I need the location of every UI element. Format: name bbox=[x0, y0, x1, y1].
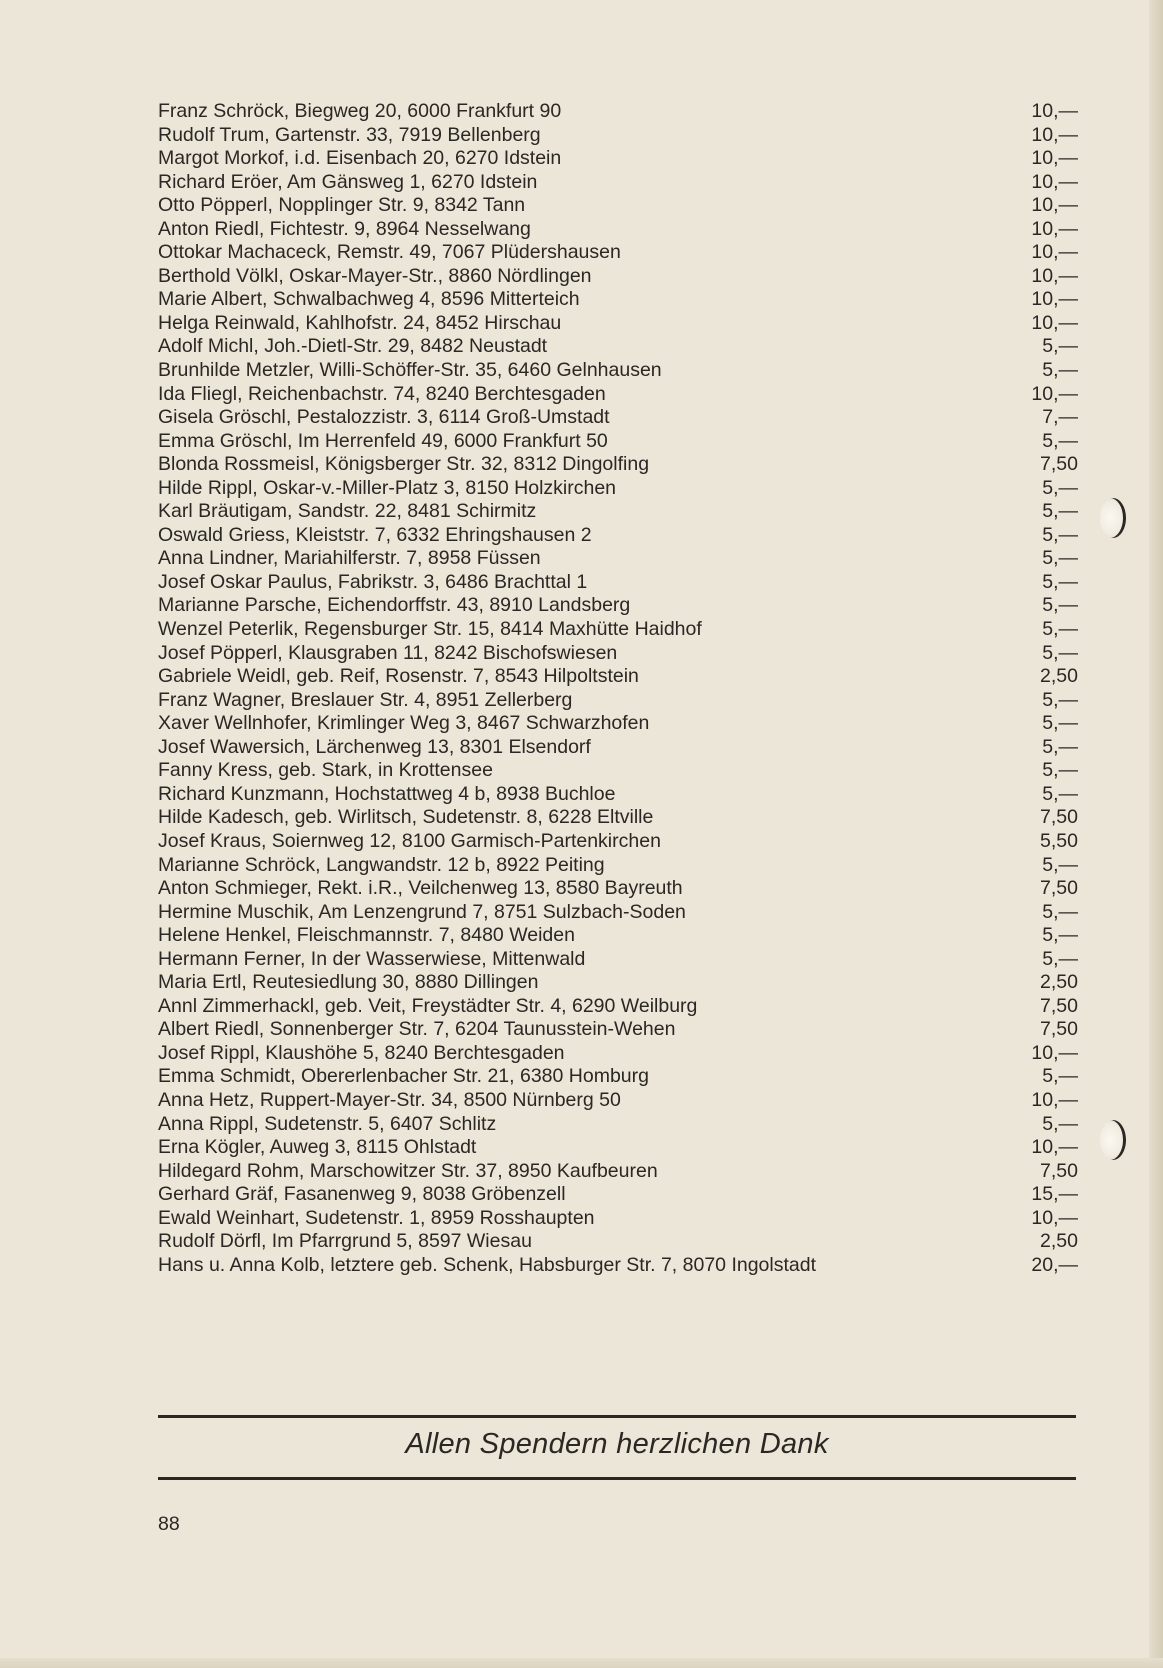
donor-name: Helene Henkel, Fleischmannstr. 7, 8480 Weiden bbox=[158, 924, 575, 947]
donor-amount: 10,— bbox=[1031, 288, 1078, 311]
donor-name: Josef Rippl, Klaushöhe 5, 8240 Berchtesgaden bbox=[158, 1041, 565, 1064]
donor-amount: 7,50 bbox=[1040, 806, 1078, 829]
donor-name: Ottokar Machaceck, Remstr. 49, 7067 Plüdershausen bbox=[158, 241, 621, 264]
punch-hole-lower bbox=[1100, 1120, 1126, 1160]
donor-name: Adolf Michl, Joh.-Dietl-Str. 29, 8482 Neustadt bbox=[158, 335, 548, 358]
donor-amount: 5,— bbox=[1042, 570, 1078, 593]
donor-amount: 5,— bbox=[1042, 947, 1078, 970]
donor-row bbox=[158, 1183, 1078, 1207]
page-edge bbox=[1149, 0, 1163, 1668]
donor-amount: 5,— bbox=[1042, 594, 1078, 617]
donor-amount: 2,50 bbox=[1040, 1230, 1078, 1253]
donor-row bbox=[158, 759, 1078, 783]
donor-amount: 5,— bbox=[1042, 924, 1078, 947]
donor-amount: 10,— bbox=[1031, 382, 1078, 405]
donor-amount: 5,— bbox=[1042, 900, 1078, 923]
donor-amount: 5,— bbox=[1042, 782, 1078, 805]
donor-name: Fanny Kress, geb. Stark, in Krottensee bbox=[158, 759, 493, 782]
donor-name: Hermann Ferner, In der Wasserwiese, Mittenwald bbox=[158, 947, 586, 970]
donor-amount: 5,— bbox=[1042, 618, 1078, 641]
donor-name: Ida Fliegl, Reichenbachstr. 74, 8240 Berchtesgaden bbox=[158, 382, 606, 405]
donor-row bbox=[158, 500, 1078, 524]
donor-amount: 5,50 bbox=[1040, 829, 1078, 852]
donor-row bbox=[158, 1136, 1078, 1160]
donor-amount: 15,— bbox=[1031, 1183, 1078, 1206]
donor-name: Wenzel Peterlik, Regensburger Str. 15, 8414 Maxhütte Haidhof bbox=[158, 618, 702, 641]
donor-name: Richard Kunzmann, Hochstattweg 4 b, 8938 Buchloe bbox=[158, 782, 616, 805]
donor-name: Anna Hetz, Ruppert-Mayer-Str. 34, 8500 Nürnberg 50 bbox=[158, 1088, 621, 1111]
donor-name: Franz Wagner, Breslauer Str. 4, 8951 Zellerberg bbox=[158, 688, 573, 711]
donor-row bbox=[158, 594, 1078, 618]
punch-hole-upper bbox=[1100, 498, 1126, 538]
donor-amount: 7,50 bbox=[1040, 877, 1078, 900]
donor-amount: 5,— bbox=[1042, 759, 1078, 782]
donor-name: Anton Riedl, Fichtestr. 9, 8964 Nesselwang bbox=[158, 217, 531, 240]
donor-row bbox=[158, 1207, 1078, 1231]
donor-row bbox=[158, 830, 1078, 854]
donor-name: Ewald Weinhart, Sudetenstr. 1, 8959 Rosshaupten bbox=[158, 1206, 595, 1229]
donor-amount: 5,— bbox=[1042, 476, 1078, 499]
donor-amount: 10,— bbox=[1031, 100, 1078, 122]
donor-name: Rudolf Dörfl, Im Pfarrgrund 5, 8597 Wiesau bbox=[158, 1230, 532, 1253]
donor-name: Oswald Griess, Kleiststr. 7, 6332 Ehringshausen 2 bbox=[158, 523, 592, 546]
donor-row bbox=[158, 1230, 1078, 1254]
donor-row bbox=[158, 1018, 1078, 1042]
donor-amount: 2,50 bbox=[1040, 665, 1078, 688]
donor-name: Hildegard Rohm, Marschowitzer Str. 37, 8950 Kaufbeuren bbox=[158, 1159, 658, 1182]
donor-row bbox=[158, 689, 1078, 713]
donor-name: Xaver Wellnhofer, Krimlinger Weg 3, 8467 Schwarzhofen bbox=[158, 712, 650, 735]
donor-row bbox=[158, 406, 1078, 430]
donor-amount: 10,— bbox=[1031, 170, 1078, 193]
donor-amount: 10,— bbox=[1031, 194, 1078, 217]
top-rule bbox=[158, 1415, 1076, 1418]
donor-row bbox=[158, 453, 1078, 477]
donor-row bbox=[158, 241, 1078, 265]
donor-amount: 10,— bbox=[1031, 1088, 1078, 1111]
donor-amount: 5,— bbox=[1042, 735, 1078, 758]
donor-row bbox=[158, 430, 1078, 454]
donor-amount: 10,— bbox=[1031, 123, 1078, 146]
donor-amount: 7,— bbox=[1042, 406, 1078, 429]
donor-name: Gisela Gröschl, Pestalozzistr. 3, 6114 Groß-Umstadt bbox=[158, 406, 610, 429]
donor-name: Emma Schmidt, Obererlenbacher Str. 21, 6380 Homburg bbox=[158, 1065, 649, 1088]
donor-name: Hermine Muschik, Am Lenzengrund 7, 8751 Sulzbach-Soden bbox=[158, 900, 686, 923]
donor-amount: 5,— bbox=[1042, 500, 1078, 523]
closing-thanks: Allen Spendern herzlichen Dank bbox=[405, 1428, 829, 1460]
donor-row bbox=[158, 1042, 1078, 1066]
donor-row bbox=[158, 335, 1078, 359]
donor-row bbox=[158, 359, 1078, 383]
donor-row bbox=[158, 100, 1078, 124]
donor-name: Erna Kögler, Auweg 3, 8115 Ohlstadt bbox=[158, 1136, 477, 1159]
donor-amount: 10,— bbox=[1031, 1136, 1078, 1159]
donor-name: Hilde Kadesch, geb. Wirlitsch, Sudetenstr. 8, 6228 Eltville bbox=[158, 806, 654, 829]
donor-row bbox=[158, 854, 1078, 878]
donor-name: Maria Ertl, Reutesiedlung 30, 8880 Dillingen bbox=[158, 971, 539, 994]
donor-name: Marianne Schröck, Langwandstr. 12 b, 8922 Peiting bbox=[158, 853, 605, 876]
donor-name: Hans u. Anna Kolb, letztere geb. Schenk, Habsburger Str. 7, 8070 Ingolstadt bbox=[158, 1253, 817, 1276]
donor-row bbox=[158, 383, 1078, 407]
donor-row bbox=[158, 524, 1078, 548]
donor-name: Josef Oskar Paulus, Fabrikstr. 3, 6486 Brachttal 1 bbox=[158, 570, 588, 593]
donor-name: Albert Riedl, Sonnenberger Str. 7, 6204 Taunusstein-Wehen bbox=[158, 1018, 676, 1041]
donor-row bbox=[158, 901, 1078, 925]
donor-row bbox=[158, 948, 1078, 972]
donor-row bbox=[158, 265, 1078, 289]
donor-row bbox=[158, 477, 1078, 501]
donor-amount: 5,— bbox=[1042, 547, 1078, 570]
donor-name: Brunhilde Metzler, Willi-Schöffer-Str. 35, 6460 Gelnhausen bbox=[158, 359, 662, 382]
page-bottom-edge bbox=[0, 1658, 1163, 1668]
donor-row bbox=[158, 147, 1078, 171]
donor-row bbox=[158, 1160, 1078, 1184]
donor-row bbox=[158, 288, 1078, 312]
donor-row bbox=[158, 618, 1078, 642]
donor-name: Josef Kraus, Soiernweg 12, 8100 Garmisch-Partenkirchen bbox=[158, 829, 661, 852]
donor-amount: 5,— bbox=[1042, 688, 1078, 711]
donor-row bbox=[158, 171, 1078, 195]
donor-name: Franz Schröck, Biegweg 20, 6000 Frankfurt 90 bbox=[158, 100, 562, 122]
donor-amount: 5,— bbox=[1042, 641, 1078, 664]
donor-name: Karl Bräutigam, Sandstr. 22, 8481 Schirmitz bbox=[158, 500, 537, 523]
donor-amount: 10,— bbox=[1031, 1041, 1078, 1064]
donor-row bbox=[158, 571, 1078, 595]
donor-list bbox=[158, 100, 1078, 1277]
donor-row bbox=[158, 124, 1078, 148]
donor-row bbox=[158, 877, 1078, 901]
donor-name: Otto Pöpperl, Nopplinger Str. 9, 8342 Tann bbox=[158, 194, 526, 217]
donor-amount: 10,— bbox=[1031, 147, 1078, 170]
donor-row bbox=[158, 194, 1078, 218]
donor-name: Anna Lindner, Mariahilferstr. 7, 8958 Füssen bbox=[158, 547, 541, 570]
donor-name: Margot Morkof, i.d. Eisenbach 20, 6270 Idstein bbox=[158, 147, 562, 170]
donor-row bbox=[158, 218, 1078, 242]
donor-row bbox=[158, 924, 1078, 948]
donor-amount: 20,— bbox=[1031, 1253, 1078, 1276]
donor-name: Gerhard Gräf, Fasanenweg 9, 8038 Gröbenzell bbox=[158, 1183, 566, 1206]
donor-amount: 5,— bbox=[1042, 335, 1078, 358]
donor-amount: 5,— bbox=[1042, 1065, 1078, 1088]
donor-row bbox=[158, 783, 1078, 807]
donor-name: Helga Reinwald, Kahlhofstr. 24, 8452 Hirschau bbox=[158, 311, 562, 334]
donor-row bbox=[158, 665, 1078, 689]
donor-amount: 10,— bbox=[1031, 241, 1078, 264]
donor-row bbox=[158, 712, 1078, 736]
donor-amount: 7,50 bbox=[1040, 453, 1078, 476]
donor-name: Marianne Parsche, Eichendorffstr. 43, 8910 Landsberg bbox=[158, 594, 631, 617]
donor-name: Marie Albert, Schwalbachweg 4, 8596 Mitterteich bbox=[158, 288, 580, 311]
donor-row bbox=[158, 995, 1078, 1019]
donor-name: Berthold Völkl, Oskar-Mayer-Str., 8860 Nördlingen bbox=[158, 264, 592, 287]
donor-name: Richard Eröer, Am Gänsweg 1, 6270 Idstein bbox=[158, 170, 538, 193]
donor-name: Anna Rippl, Sudetenstr. 5, 6407 Schlitz bbox=[158, 1112, 497, 1135]
donor-row bbox=[158, 736, 1078, 760]
donor-name: Josef Wawersich, Lärchenweg 13, 8301 Elsendorf bbox=[158, 735, 591, 758]
donor-amount: 10,— bbox=[1031, 311, 1078, 334]
page-number: 88 bbox=[158, 1513, 180, 1535]
donor-row bbox=[158, 312, 1078, 336]
donor-amount: 2,50 bbox=[1040, 971, 1078, 994]
donor-row bbox=[158, 1065, 1078, 1089]
donor-amount: 7,50 bbox=[1040, 1018, 1078, 1041]
donor-name: Annl Zimmerhackl, geb. Veit, Freystädter Str. 4, 6290 Weilburg bbox=[158, 994, 698, 1017]
donor-amount: 5,— bbox=[1042, 523, 1078, 546]
donor-amount: 7,50 bbox=[1040, 1159, 1078, 1182]
donor-amount: 5,— bbox=[1042, 429, 1078, 452]
donor-amount: 10,— bbox=[1031, 264, 1078, 287]
donor-row bbox=[158, 547, 1078, 571]
donor-name: Gabriele Weidl, geb. Reif, Rosenstr. 7, 8543 Hilpoltstein bbox=[158, 665, 639, 688]
donor-row bbox=[158, 1089, 1078, 1113]
donor-row bbox=[158, 642, 1078, 666]
bottom-rule bbox=[158, 1477, 1076, 1480]
donor-row bbox=[158, 806, 1078, 830]
donor-amount: 5,— bbox=[1042, 712, 1078, 735]
donor-name: Rudolf Trum, Gartenstr. 33, 7919 Bellenberg bbox=[158, 123, 541, 146]
donor-name: Blonda Rossmeisl, Königsberger Str. 32, 8312 Dingolfing bbox=[158, 453, 650, 476]
donor-row bbox=[158, 1254, 1078, 1278]
donor-name: Josef Pöpperl, Klausgraben 11, 8242 Bischofswiesen bbox=[158, 641, 618, 664]
donor-name: Hilde Rippl, Oskar-v.-Miller-Platz 3, 8150 Holzkirchen bbox=[158, 476, 617, 499]
donor-amount: 10,— bbox=[1031, 217, 1078, 240]
donor-row bbox=[158, 971, 1078, 995]
donor-amount: 5,— bbox=[1042, 1112, 1078, 1135]
donor-name: Anton Schmieger, Rekt. i.R., Veilchenweg 13, 8580 Bayreuth bbox=[158, 877, 683, 900]
donor-amount: 10,— bbox=[1031, 1206, 1078, 1229]
donor-row bbox=[158, 1113, 1078, 1137]
donor-amount: 7,50 bbox=[1040, 994, 1078, 1017]
donor-amount: 5,— bbox=[1042, 359, 1078, 382]
donor-name: Emma Gröschl, Im Herrenfeld 49, 6000 Frankfurt 50 bbox=[158, 429, 608, 452]
donor-amount: 5,— bbox=[1042, 853, 1078, 876]
